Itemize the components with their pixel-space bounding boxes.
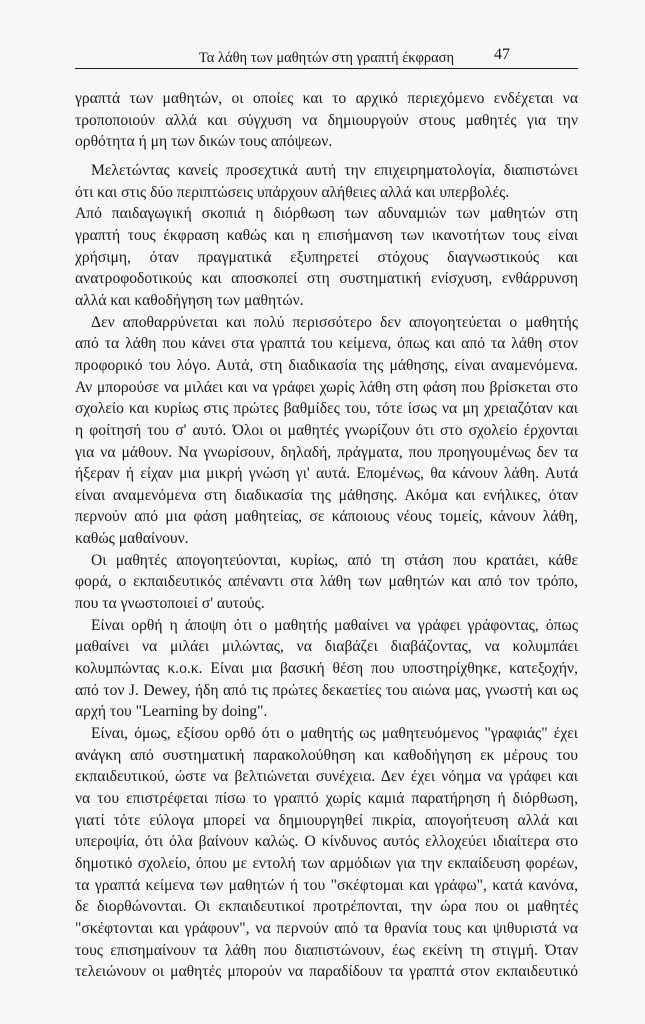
text-line: ότι και στις δύο περιπτώσεις υπάρχουν αλήθειες αλλά και υπερβολές. — [75, 183, 510, 201]
text-line: τελειώνουν οι μαθητές μπορούν να παραδίδουν τα γραπτά στον εκπαιδευτικό — [75, 963, 578, 981]
text-line: δε διορθώνονται. Οι εκπαιδευτικοί προτρέπονται, την ώρα που οι μαθητές — [75, 898, 578, 916]
paragraph — [75, 615, 578, 723]
text-line: είναι αναμενόμενα στη διαδικασία της μάθησης. Ακόμα και ενήλικες, όταν — [75, 486, 578, 504]
text-line: που τα γνωστοποιεί σ' αυτούς. — [75, 595, 265, 613]
running-title: Τα λάθη των μαθητών στη γραπτή έκφραση — [198, 50, 455, 66]
text-line: Μελετώντας κανείς προσεχτικά αυτή την επιχειρηματολογία, διαπιστώνει — [91, 161, 578, 179]
text-line: τα γραπτά κείμενα των μαθητών ή του "σκέφτομαι και γράφω", κατά κανόνα, — [75, 876, 578, 894]
text-line: καθώς μαθαίνουν. — [75, 530, 189, 548]
text-line: σχολείο και κυρίως στις πρώτες βαθμίδες του, τότε ίσως να μη χρειαζόταν και — [75, 400, 578, 418]
text-line: Είναι ορθή η άποψη ότι ο μαθητής μαθαίνει να γράφει γράφοντας, όπως — [91, 616, 578, 634]
text-line: να του επιστρέφεται πίσω το γραπτό χωρίς καμιά παρατήρηση ή διόρθωση, — [75, 790, 578, 807]
text-line: για να μάθουν. Να γνωρίσουν, δηλαδή, πράγματα, που προηγουμένως δεν τα — [75, 443, 578, 461]
text-line: κολυμπώντας κ.ο.κ. Είναι μια βασική θέση που υποστηρίχθηκε, κατεξοχήν, — [75, 660, 578, 678]
text-line: Από παιδαγωγική σκοπιά η διόρθωση των αδυναμιών των μαθητών στη — [75, 205, 578, 223]
text-line: γραπτή τους έκφραση καθώς και η επισήμανση των ικανοτήτων τους είναι — [75, 226, 578, 244]
text-line: τους επισημαίνουν τα λάθη που διαπιστώνουν, έως εκείνη τη στιγμή. Όταν — [75, 941, 578, 959]
page-number: 47 — [494, 46, 510, 63]
text-line: από τον J. Dewey, ήδη από τις πρώτες δεκαετίες του αιώνα μας, γνωστή και ως — [75, 681, 578, 699]
text-line: αρχή του "Learning by doing". — [75, 703, 268, 721]
text-line: δημοτικό σχολείο, όπου με εντολή των αρμόδιων για την εκπαίδευση φορέων, — [75, 854, 578, 872]
text-line: γραπτά των μαθητών, οι οποίες και το αρχικό περιεχόμενο ενδέχεται να — [75, 90, 578, 107]
text-line: ήξεραν ή είχαν μια μικρή γνώση γι' αυτά. Επομένως, θα κάνουν λάθη. Αυτά — [75, 465, 578, 483]
paragraph — [75, 723, 578, 983]
text-line: περνούν από μια φάση μαθητείας, σε κάποιους νέους τομείς, κάνουν λάθη, — [75, 508, 578, 526]
running-header — [75, 46, 578, 69]
text-line: ορθότητα ή μη των δικών τους απόψεων. — [75, 133, 333, 151]
text-line: Είναι, όμως, εξίσου ορθό ότι ο μαθητής ως μαθητευόμενος "γραφιάς" έχει — [91, 725, 578, 743]
body-text — [75, 88, 578, 983]
text-line: εκπαιδευτικού, ώστε να βελτιώνεται συνέχεια. Δεν έχει νόημα να γράφει και — [75, 768, 578, 786]
text-line: μαθαίνει να μιλάει μιλώντας, να διαβάζει διαβάζοντας, να κολυμπάει — [75, 638, 578, 656]
text-line: τροποποιούν αλλά και σύγχυση να δημιουργούν στους μαθητές για την — [75, 111, 578, 129]
text-line: υπεροψία, ότι όλα βαίνουν καλώς. Ο κίνδυνος αυτός ελλοχεύει ιδιαίτερα στο — [75, 833, 578, 851]
text-line: γιατί τότε εύλογα μπορεί να δημιουργηθεί πικρία, απογοήτευση αλλά και — [75, 811, 578, 829]
paragraph — [75, 312, 578, 550]
text-line: Αν μπορούσε να μιλάει και να γράφει χωρίς λάθη στη φάση που βρίσκεται στο — [75, 378, 578, 396]
text-line: από τα λάθη που κάνει στα γραπτά του κείμενα, όπως και από τα λάθη στον — [75, 335, 578, 353]
text-line: προφορικό του λόγο. Αυτά, στη διαδικασία της μάθησης, είναι αναμενόμενα. — [75, 356, 578, 374]
text-line: η φοίτησή του σ' αυτό. Όλοι οι μαθητές γνωρίζουν ότι στο σχολείο έρχονται — [75, 421, 578, 439]
paragraph — [75, 203, 578, 311]
paragraph — [75, 550, 578, 615]
text-line: αλλά και καθοδήγηση των μαθητών. — [75, 291, 304, 309]
text-line: Δεν αποθαρρύνεται και πολύ περισσότερο δεν απογοητεύεται ο μαθητής — [91, 313, 578, 331]
text-line: ανατροφοδοτικούς και αποσκοπεί στη συστηματική ενίσχυση, ενθάρρυνση — [75, 270, 578, 288]
paragraph — [75, 88, 578, 153]
text-line: "σκέφτονται και γράφουν", να περνούν από τα θρανία τους και ψιθυριστά να — [75, 919, 578, 937]
text-line: ανάγκη από συστηματική παρακολούθηση και καθοδήγηση εκ μέρους του — [75, 746, 578, 764]
text-line: φορά, ο εκπαιδευτικός απέναντι στα λάθη των μαθητών και από τον τρόπο, — [75, 573, 578, 591]
paragraph — [75, 160, 578, 203]
text-line: Οι μαθητές απογοητεύονται, κυρίως, από τη στάση που κρατάει, κάθε — [91, 551, 578, 569]
text-line: χρήσιμη, όταν πραγματικά εξυπηρετεί στόχους διαγνωστικούς και — [75, 248, 578, 266]
